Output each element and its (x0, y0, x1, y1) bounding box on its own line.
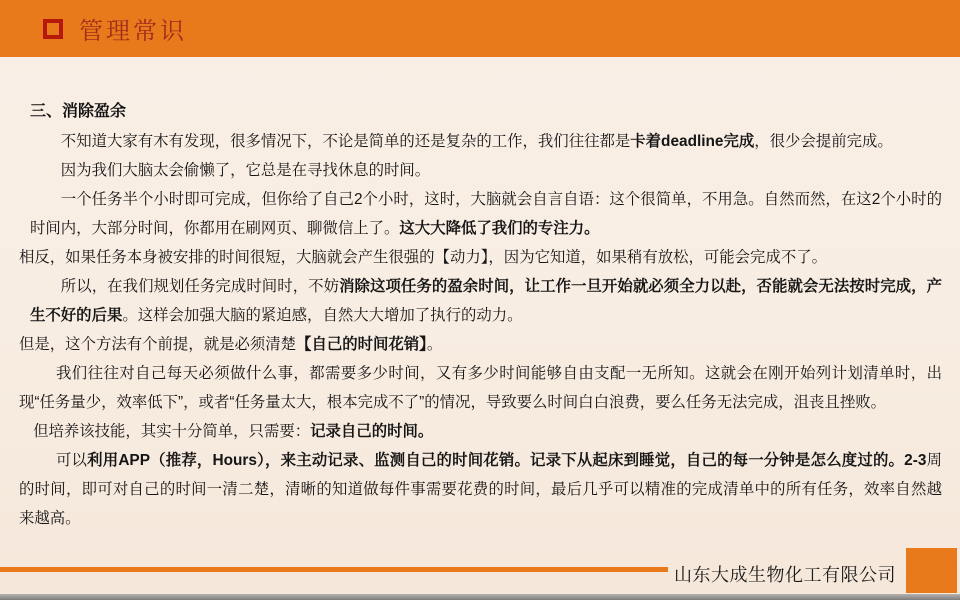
square-bullet-icon (43, 19, 63, 39)
text-segment: 不知道大家有木有发现，很多情况下，不论是简单的还是复杂的工作，我们往往都是 (60, 133, 631, 150)
paragraph-8 (30, 417, 942, 446)
corner-accent-square (906, 548, 957, 593)
text-segment: 因为我们大脑太会偷懒了，它总是在寻找休息的时间。 (60, 162, 431, 179)
text-segment: 利用APP（推荐，Hours），来主动记录、监测自己的时间花销。记录下从起床到睡觉，自己的每一分钟是怎么度过的。 (87, 452, 905, 469)
paragraph-4 (19, 243, 942, 272)
paragraph-1 (30, 127, 942, 156)
header-bar (0, 0, 960, 57)
paragraph-7 (19, 359, 942, 417)
footer-divider-line (0, 567, 668, 572)
text-segment: 记录自己的时间。 (310, 423, 434, 440)
bottom-edge-strip (0, 594, 960, 600)
text-segment: 。这样会加强大脑的紧迫感，自然大大增加了执行的动力。 (122, 307, 523, 324)
text-segment: 但是，这个方法有个前提，就是必须清楚 (19, 336, 297, 353)
slide-title: 管理常识 (79, 18, 187, 45)
text-segment: 我们往往对自己每天必须做什么事，都需要多少时间，又有多少时间能够自由支配一无所知。这就会在刚开始列计划清单时，出现“任务量少，效率低下”，或者“任务量太大，根本完成不了”的情况，导致要么时间白白浪费，要么任务无法完成，沮丧且挫败。 (19, 365, 942, 411)
text-segment: 。 (426, 336, 443, 353)
text-segment: 【自己的时间花销】 (296, 336, 427, 353)
text-segment: 2-3 (904, 452, 927, 469)
text-segment: 相反，如果任务本身被安排的时间很短，大脑就会产生很强的【动力】，因为它知道，如果稍有放松，可能会完成不了。 (19, 249, 828, 266)
text-segment: 但培养该技能，其实十分简单，只需要： (33, 423, 311, 440)
section-heading: 三、消除盈余 (30, 103, 127, 120)
text-segment: 一个任务半个小时即可完成，但你给了自己2个小时，这时，大脑就会自言自语：这个很简单，不用急。自然而然，在这2个小时的时间内，大部分时间，你都用在刷网页、聊微信上了。 (30, 191, 942, 237)
paragraph-5 (30, 272, 942, 330)
paragraph-6 (19, 330, 942, 359)
paragraph-9 (19, 446, 942, 533)
text-segment: ，很少会提前完成。 (754, 133, 893, 150)
body-text (19, 127, 942, 533)
company-name: 山东大成生物化工有限公司 (674, 565, 896, 585)
text-segment: 周的时间，即可对自己的时间一清二楚，清晰的知道做每件事需要花费的时间，最后几乎可以精准的完成清单中的所有任务，效率自然越来越高。 (19, 452, 942, 527)
text-segment: 卡着deadline完成 (630, 133, 755, 150)
text-segment: 消除这项任务的盈余时间，让工作一旦开始就必须全力以赴，否能就会无法按时完成，产生不好的后果 (30, 278, 942, 324)
text-segment: 这大大降低了我们的专注力。 (399, 220, 600, 237)
text-segment: 所以，在我们规划任务完成时间时，不妨 (60, 278, 340, 295)
paragraph-3 (30, 185, 942, 243)
paragraph-2 (30, 156, 942, 185)
text-segment: 可以 (55, 452, 88, 469)
